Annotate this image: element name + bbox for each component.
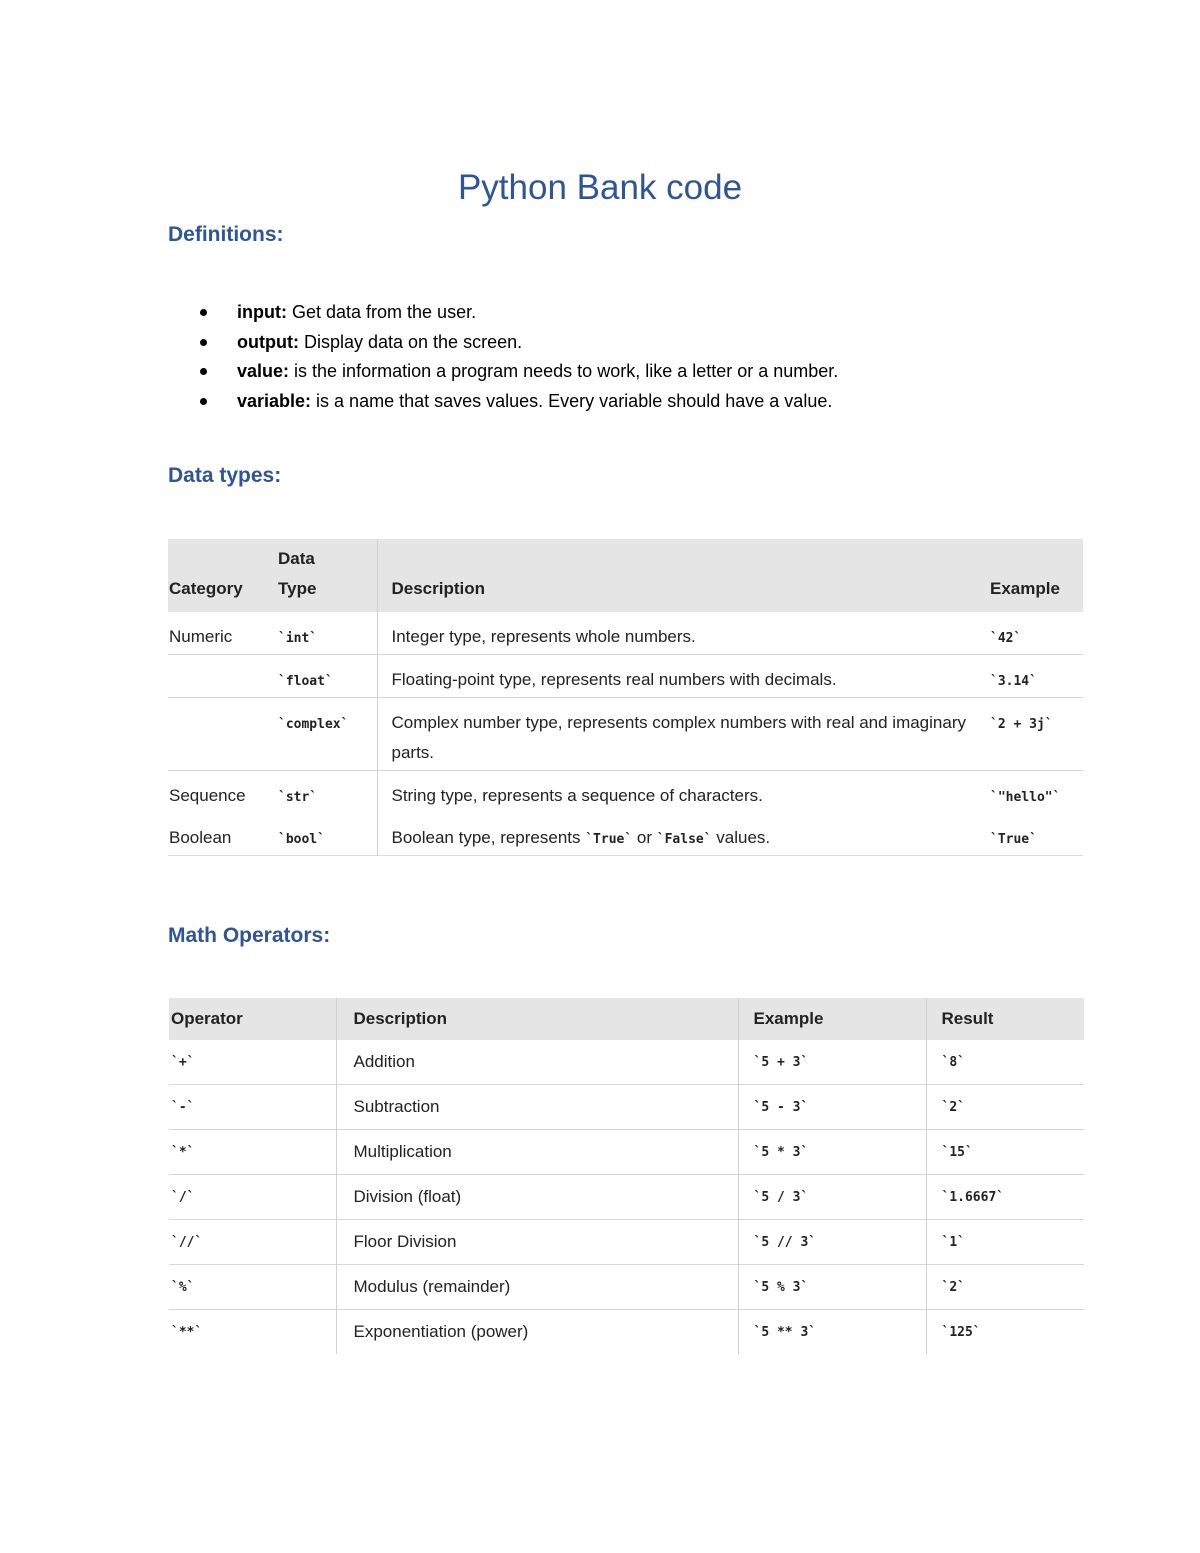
definition-text: Get data from the user. [286,302,477,322]
definition-term: input: [237,302,287,322]
cell-operator: `//` [169,1220,336,1265]
table-row [169,1265,1084,1310]
header-description: Description [391,579,486,598]
cell-operator: `+` [169,1040,336,1085]
table-row [169,1040,1084,1085]
header-description: Description [336,998,738,1040]
table-row [169,1175,1084,1220]
definition-text: is the information a program needs to work, like a letter or a number. [289,361,839,382]
cell-operator: `/` [169,1175,336,1220]
cell-description: Integer type, represents whole numbers. [391,627,696,646]
cell-example: `42` [990,631,1022,646]
cell-type: `str` [266,771,377,814]
cell-operator: `**` [169,1310,336,1355]
bullet-icon [200,309,207,316]
cell-example: `5 ** 3` [738,1310,926,1355]
definitions-list [200,298,838,416]
cell-description: String type, represents a sequence of characters. [391,786,763,805]
cell-description: Floor Division [336,1220,738,1265]
table-row [168,655,1083,698]
header-result: Result [941,1009,994,1028]
header-example: Example [990,579,1060,598]
cell-category [168,698,266,771]
table-header-row [169,998,1084,1040]
cell-type: `int` [266,612,377,655]
definition-term: value: [237,361,290,382]
bullet-icon [200,339,207,346]
table-row [169,1085,1084,1130]
cell-result: `15` [941,1145,973,1160]
table-header-row [168,539,1083,612]
cell-result: `2` [941,1100,965,1115]
data-types-table [168,539,1083,856]
cell-example: `3.14` [990,674,1037,689]
cell-operator: `-` [169,1085,336,1130]
definition-term: variable: [237,390,312,411]
data-types-heading: Data types: [168,464,282,487]
cell-type: `float` [266,655,377,698]
cell-example: `5 // 3` [738,1220,926,1265]
cell-result: `8` [941,1055,965,1070]
list-item [200,357,838,387]
cell-description: Multiplication [336,1130,738,1175]
cell-description: Modulus (remainder) [336,1265,738,1310]
cell-description: Exponentiation (power) [336,1310,738,1355]
cell-description: Complex number type, represents complex numbers with real and imaginary parts. [391,713,966,762]
cell-description: Addition [336,1040,738,1085]
table-row [168,612,1083,655]
bullet-icon [200,398,207,405]
cell-description: Division (float) [336,1175,738,1220]
cell-result: `1.6667` [941,1190,1005,1205]
cell-operator: `*` [169,1130,336,1175]
cell-example: `5 + 3` [738,1040,926,1085]
header-operator: Operator [169,998,336,1040]
list-item [200,387,838,417]
cell-category: Numeric [169,627,233,646]
list-item [200,298,838,328]
cell-type: `bool` [266,813,377,856]
table-row [168,698,1083,771]
math-operators-heading: Math Operators: [168,924,331,947]
cell-example: `2 + 3j` [990,717,1053,732]
bullet-icon [200,368,207,375]
definition-term: output: [237,331,299,352]
definition-text: Display data on the screen. [298,331,523,352]
table-row [168,813,1083,856]
header-category: Category [169,579,243,598]
table-row [168,771,1083,814]
cell-example: `5 * 3` [738,1130,926,1175]
cell-result: `125` [941,1325,981,1340]
cell-example: `True` [990,832,1037,847]
table-row [169,1220,1084,1265]
definition-text: is a name that saves values. Every variable should have a value. [311,390,833,411]
cell-example: `5 - 3` [738,1085,926,1130]
header-example: Example [738,998,926,1040]
cell-operator: `%` [169,1265,336,1310]
cell-example: `5 / 3` [738,1175,926,1220]
cell-description: Boolean type, represents `True` or `False` values. [391,828,771,847]
cell-example: `"hello"` [990,790,1061,805]
cell-category [168,655,266,698]
list-item [200,328,838,358]
table-row [169,1130,1084,1175]
cell-result: `1` [941,1235,965,1250]
definitions-heading: Definitions: [168,223,284,246]
cell-category: Boolean [169,828,232,847]
cell-type: `complex` [266,698,377,771]
table-row [169,1310,1084,1355]
cell-result: `2` [941,1280,965,1295]
page-title: Python Bank code [457,168,743,207]
math-operators-table [169,998,1084,1354]
cell-example: `5 % 3` [738,1265,926,1310]
cell-description: Floating-point type, represents real numbers with decimals. [391,670,837,689]
cell-description: Subtraction [336,1085,738,1130]
header-data-type: Data Type [266,539,377,612]
cell-category: Sequence [169,786,246,805]
